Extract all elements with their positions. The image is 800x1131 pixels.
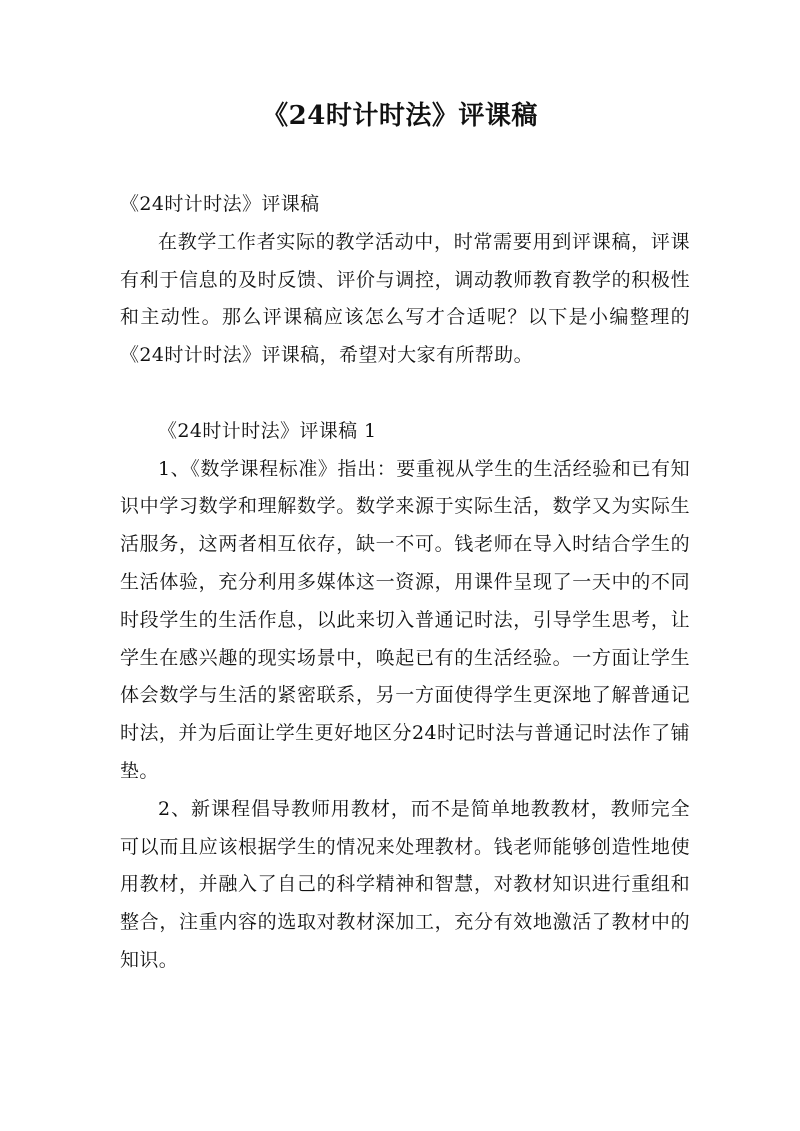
document-body bbox=[120, 186, 690, 980]
intro-paragraph: 在教学工作者实际的教学活动中，时常需要用到评课稿，评课有利于信息的及时反馈、评价与调控，调动教师教育教学的积极性和主动性。那么评课稿应该怎么写才合适呢？以下是小编整理的《24时计时法》评课稿，希望对大家有所帮助。 bbox=[120, 230, 690, 367]
section-heading: 《24时计时法》评课稿 1 bbox=[158, 419, 377, 442]
body-paragraph-2: 2、新课程倡导教师用教材，而不是简单地教教材，教师完全可以而且应该根据学生的情况来处理教材。钱老师能够创造性地使用教材，并融入了自己的科学精神和智慧，对教材知识进行重组和整合，注重内容的选取对教材深加工，充分有效地激活了教材中的知识。 bbox=[120, 797, 690, 971]
paragraph-spacer bbox=[120, 375, 690, 413]
document-title: 《24时计时法》评课稿 bbox=[262, 101, 538, 131]
document-subtitle: 《24时计时法》评课稿 bbox=[120, 193, 320, 215]
body-paragraph-1: 1、《数学课程标准》指出：要重视从学生的生活经验和已有知识中学习数学和理解数学。数学来源于实际生活，数学又为实际生活服务，这两者相互依存，缺一不可。钱老师在导入时结合学生的生活体验，充分利用多媒体这一资源，用课件呈现了一天中的不同时段学生的生活作息，以此来切入普通记时法，引导学生思考，让学生在感兴趣的现实场景中，唤起已有的生活经验。一方面让学生体会数学与生活的紧密联系，另一方面使得学生更深地了解普通记时法，并为后面让学生更好地区分24时记时法与普通记时法作了铺垫。 bbox=[120, 457, 690, 782]
